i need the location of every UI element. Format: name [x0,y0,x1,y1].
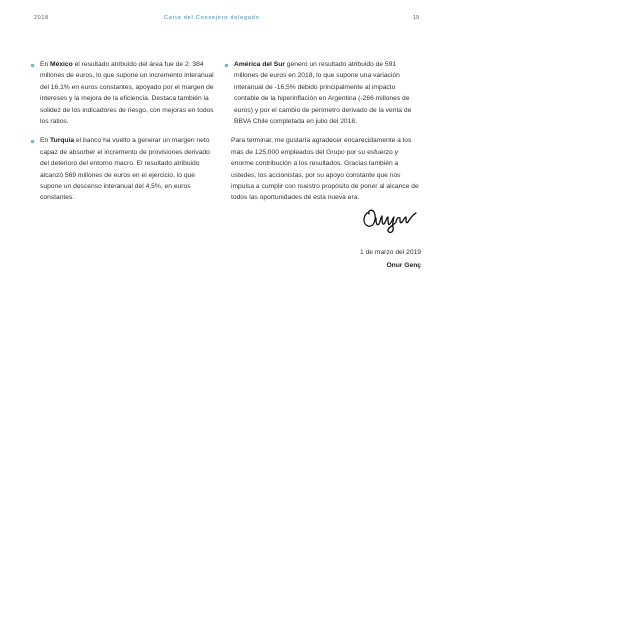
bullet-prefix: En [40,137,51,145]
bullet-text [40,59,217,127]
left-column [31,59,217,212]
page-number: 19 [413,15,420,21]
signature-image [360,200,420,234]
bullet-text [234,59,421,127]
bullet-prefix: En [40,61,51,68]
bullet-text [40,135,217,203]
right-column [225,59,421,204]
bullet-circle-icon [31,140,34,143]
bullet-body: el resultado atribuido del área fue de 2. 384 millones de euros, lo que supone un incremento interanual del 16,1% en euros constantes, apoyado por el margen de intereses y la mejora de la eficiencia. Destaca también la solidez de los indicadores de riesgo, con mejoras en todos los ratios. [40,61,214,126]
country-name: Turquía [50,137,75,145]
bullet-america-del-sur [225,59,421,127]
closing-paragraph: Para terminar, me gustaría agradecer encarecidamente a los más de 125.000 empleados del Grupo por su esfuerzo y enorme contribución a los resultados. Gracias también a ustedes, los accionistas, por su apoyo constante que nos impulsa a cumplir con nuestro propósito de poner al alcance de todos las oportunidades de esta nueva era. [231,137,419,202]
bullet-turquia [31,135,217,203]
header-title: Carta del Consejero delegado [164,15,260,21]
country-name: México [50,61,73,68]
bullet-mexico [31,59,217,127]
bullet-body: generó un resultado atribuido de 591 millones de euros en 2018, lo que supone una variación interanual de -16,5% debido principalmente al impacto contable de la hiperinflación en Argentina (-266 millones de euros) y por el cambio de perímetro derivado de la venta de BBVA Chile completada en julio del 2018. [234,61,412,126]
bullet-circle-icon [31,64,34,67]
region-name: América del Sur [234,61,285,68]
bullet-body: el banco ha vuelto a generar un margen neto capaz de absorber el incremento de provisiones derivado del deterioro del entorno macro. El resultado atribuido alcanzó 569 millones de euros en el ejercicio, lo que supone un descenso interanual del 4,5%, en euros constantes. [40,137,210,202]
bullet-circle-icon [225,64,228,67]
header-year: 2018 [34,15,49,21]
signoff-name: Onur Genç [386,262,421,269]
signoff-date: 1 de marzo del 2019 [360,249,421,256]
